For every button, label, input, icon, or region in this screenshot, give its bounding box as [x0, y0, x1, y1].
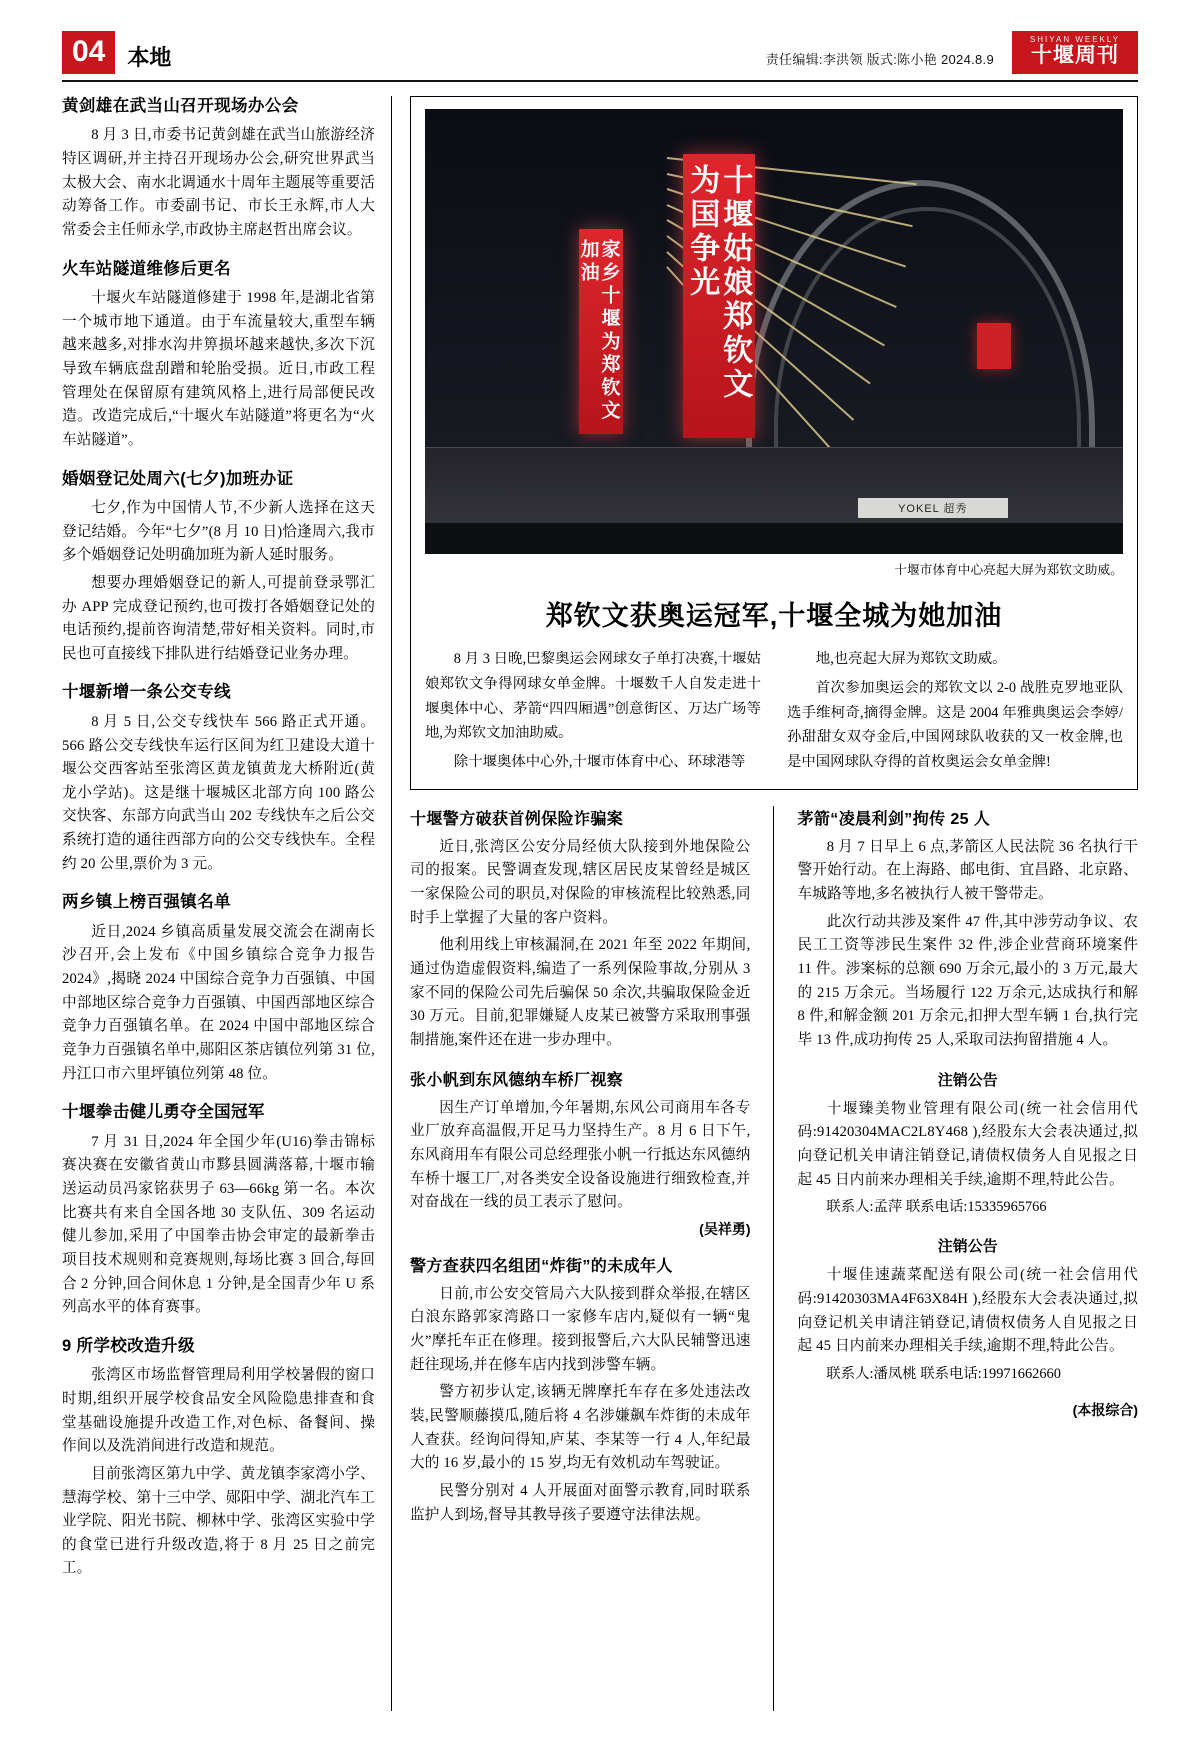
- article-headline: 十堰新增一条公交专线: [62, 683, 231, 702]
- article-headline: 警方查获四名组团“炸街”的未成年人: [410, 1257, 673, 1275]
- bottom-right-column: [773, 806, 1139, 1711]
- feature-photo: [425, 109, 1123, 554]
- notice-body: 十堰臻美物业管理有限公司(统一社会信用代码:91420304MAC2L8Y468 ),经股东大会表决通过,拟向登记机关申请注销登记,请债权债务人自见报之日起 45 日内前来办理相关手续,逾期不理,特此公告。: [797, 1100, 1138, 1188]
- article-byline: (吴祥勇): [699, 1220, 751, 1237]
- source-note: (本报综合): [1072, 1402, 1138, 1419]
- article-zhangxiaofan-visit: [410, 1067, 751, 1239]
- article-paragraph: 8 月 7 日早上 6 点,茅箭区人民法院 36 名执行干警开始行动。在上海路、邮电街、宜昌路、北京路、车城路等地,多名被执行人被干警带走。: [797, 838, 1138, 903]
- feature-paragraph: 首次参加奥运会的郑钦文以 2-0 战胜克罗地亚队选手维柯奇,摘得金牌。这是 2004 年雅典奥运会李婷/孙甜甜女双夺金后,中国网球队收获的又一枚金牌,也是中国网球队夺得的首枚奥运会女单金牌!: [787, 679, 1123, 771]
- feature-paragraph: 地,也亮起大屏为郑钦文助威。: [815, 651, 1007, 667]
- article-paragraph: 此次行动共涉及案件 47 件,其中涉劳动争议、农民工工资等涉民生案件 32 件,涉企业营商环境案件 11 件。涉案标的总额 690 万余元,最小的 3 万元,最大的 215 万余元。当场履行 122 万余元,达成执行和解 8 件,和解金额 201 万余元,扣押大型车辆 1 台,执行完毕 13 件,成功拘传 25 人,采取司法拘留措施 4 人。: [797, 913, 1138, 1048]
- page-content: [62, 96, 1138, 1711]
- article-paragraph: 他利用线上审核漏洞,在 2021 年至 2022 年期间,通过伪造虚假资料,编造了一系列保险事故,分别从 3 家不同的保险公司先后骗保 50 余次,共骗取保险金近 30 万元。目前,犯罪嫌疑人皮某已被警方采取刑事强制措施,案件还在进一步办理中。: [410, 937, 751, 1048]
- notice-body: 十堰佳速蔬菜配送有限公司(统一社会信用代码:91420303MA4F63X84H ),经股东大会表决通过,拟向登记机关申请注销登记,请债权债务人自见报之日起 45 日内前来办理相关手续,逾期不理,特此公告。: [797, 1267, 1138, 1355]
- notice-contact: 联系人:孟萍 联系电话:15335965766: [826, 1199, 1047, 1216]
- article-headline: 黄剑雄在武当山召开现场办公会: [62, 97, 299, 115]
- article-paragraph: 8 月 3 日,市委书记黄剑雄在武当山旅游经济特区调研,并主持召开现场办公会,研究世界武当太极大会、南水北调通水十周年主题展等重要活动筹备工作。市委副书记、市长王永辉,市人大常委会主任师永学,市政协主席赵哲出席会议。: [62, 127, 375, 238]
- photo-led-screen: [977, 323, 1011, 369]
- article-maojian-enforcement: [798, 806, 1139, 1053]
- article-paragraph: 7 月 31 日,2024 年全国少年(U16)拳击锦标赛决赛在安徽省黄山市黟县圆满落幕,十堰市输送运动员冯家铭获男子 63—66kg 第一名。本次比赛共有来自全国各地 30 支队伍、309 名运动健儿参加,采用了中国拳击协会审定的最新拳击项目技术规则和竞赛规则,每场比赛 3 回合,每回合 2 分钟,回合间休息 1 分钟,是全国青少年 U 系列高水平的体育赛事。: [62, 1133, 375, 1316]
- feature-lead-right: [787, 647, 1123, 779]
- article-paragraph: 8 月 5 日,公交专线快车 566 路正式开通。566 路公交专线快车运行区间为红卫建设大道十堰公交西客站至张湾区黄龙镇黄龙大桥附近(黄龙小学站)。这是继十堰城区北部方向 100 路公交快客、东部方向武当山 202 专线快车之后公交系统打造的通往西部方向的公交专线快车。全程约 20 公里,票价为 3 元。: [62, 713, 375, 872]
- article-paragraph: 日前,市公安交管局六大队接到群众举报,在辖区白浪东路郭家湾路口一家修车店内,疑似有一辆“鬼火”摩托车正在修理。接到报警后,六大队民辅警迅速赶往现场,并在修车店内找到涉警车辆。: [410, 1285, 751, 1373]
- brand-name: 十堰周刊: [1031, 43, 1119, 67]
- photo-banner-secondary: 家乡十堰为郑钦文加油: [579, 229, 623, 434]
- feature-photo-wrap: [425, 109, 1123, 578]
- notice-jiasu: [798, 1235, 1139, 1386]
- article-headline: 火车站隧道维修后更名: [62, 259, 231, 278]
- article-paragraph: 想要办理婚姻登记的新人,可提前登录鄂汇办 APP 完成登记预约,也可拨打各婚姻登记处的电话预约,提前咨询清楚,带好相关资料。同时,市民也可直接线下排队进行结婚登记业务办理。: [62, 574, 375, 662]
- article-marriage-registration: [62, 469, 375, 667]
- article-insurance-fraud: [410, 806, 751, 1053]
- notice-title: 注销公告: [937, 1238, 998, 1256]
- notice-contact: 联系人:潘凤桃 联系电话:19971662660: [826, 1366, 1061, 1383]
- article-bus-line: [62, 682, 375, 876]
- article-paragraph: 目前张湾区第九中学、黄龙镇李家湾小学、慧海学校、第十三中学、郧阳中学、湖北汽车工业学院、阳光书院、柳林中学、张湾区实验中学的食堂已进行升级改造,将于 8 月 25 日之前完工。: [62, 1465, 375, 1577]
- article-headline: 十堰警方破获首例保险诈骗案: [410, 810, 624, 828]
- feature-headline: 郑钦文获奥运冠军,十堰全城为她加油: [545, 601, 1003, 631]
- right-zone: [392, 96, 1138, 1711]
- article-headline: 茅箭“凌晨利剑”拘传 25 人: [797, 810, 991, 828]
- publication-logo: [1012, 31, 1138, 74]
- photo-ground: [425, 523, 1123, 554]
- article-paragraph: 七夕,作为中国情人节,不少新人选择在这天登记结婚。今年“七夕”(8 月 10 日)恰逢周六,我市多个婚姻登记处明确加班为新人延时服务。: [62, 500, 375, 564]
- article-headline: 张小帆到东风德纳车桥厂视察: [410, 1071, 624, 1089]
- page-number: 04: [62, 31, 115, 74]
- section-title: 本地: [127, 45, 172, 70]
- feature-story: [410, 96, 1138, 790]
- left-news-column: [62, 96, 392, 1711]
- article-paragraph: 警方初步认定,该辆无牌摩托车存在多处违法改装,民警顺藤摸瓜,随后将 4 名涉嫌飙车炸街的未成年人查获。经询问得知,庐某、李某等一行 4 人,年纪最大的 16 岁,最小的 15 岁,均无有效机动车驾驶证。: [410, 1384, 751, 1472]
- feature-paragraph: 除十堰奥体中心外,十堰市体育中心、环球港等: [453, 754, 746, 771]
- notice-zhenmei: [798, 1069, 1139, 1220]
- article-paragraph: 十堰火车站隧道修建于 1998 年,是湖北省第一个城市地下通道。由于车流量较大,重型车辆越来越多,对排水沟井箅损坏越来越快,多次下沉导致车辆底盘刮蹭和轮胎受损。近日,市政工程管理处在保留原有建筑风格上,进行局部便民改造。改造完成后,“十堰火车站隧道”将更名为“火车站隧道”。: [62, 290, 375, 448]
- article-huangjianxiong: [62, 96, 375, 243]
- article-paragraph: 张湾区市场监督管理局利用学校暑假的窗口时期,组织开展学校食品安全风险隐患排查和食堂基础设施提升改造工作,对色标、备餐间、操作间以及洗消间进行改造和规范。: [62, 1367, 375, 1455]
- article-tunnel-rename: [62, 259, 375, 453]
- article-top-towns: [62, 892, 375, 1086]
- masthead: [62, 18, 1138, 74]
- photo-shop-sign: YOKEL 超秀: [858, 498, 1008, 518]
- feature-paragraph: 8 月 3 日晚,巴黎奥运会网球女子单打决赛,十堰姑娘郑钦文争得网球女单金牌。十堰数千人自发走进十堰奥体中心、茅箭“四四厢遇”创意街区、万达广场等地,为郑钦文加油助威。: [425, 651, 761, 742]
- article-headline: 两乡镇上榜百强镇名单: [62, 893, 231, 912]
- photo-banner-main: 十堰姑娘郑钦文为国争光: [683, 154, 755, 439]
- feature-lead: [425, 647, 1123, 779]
- article-headline: 婚姻登记处周六(七夕)加班办证: [62, 469, 294, 488]
- article-headline: 9 所学校改造升级: [62, 1336, 195, 1355]
- article-boxing-champion: [62, 1102, 375, 1320]
- article-paragraph: 近日,2024 乡镇高质量发展交流会在湖南长沙召开,会上发布《中国乡镇综合竞争力报告 2024》,揭晓 2024 中国综合竞争力百强镇、中国中部地区综合竞争力百强镇、中国西部地区综合竞争力百强镇名单。在 2024 中国中部地区综合竞争力百强镇名单中,郧阳区茶店镇位列第 31 位,丹江口市六里坪镇位列第 48 位。: [62, 923, 375, 1082]
- editor-credits: 责任编辑:李洪领 版式:陈小艳 2024.8.9: [765, 52, 994, 67]
- bottom-left-column: [410, 806, 773, 1711]
- article-paragraph: 因生产订单增加,今年暑期,东风公司商用车各专业厂放弃高温假,开足马力坚持生产。8 月 6 日下午,东风商用车有限公司总经理张小帆一行抵达东风德纳车桥十堰工厂,对各类安全设备设施进行细致检查,并对奋战在一线的员工表示了慰问。: [410, 1099, 751, 1211]
- bottom-columns: [410, 806, 1138, 1711]
- masthead-divider: [62, 80, 1138, 82]
- article-school-upgrade: [62, 1336, 375, 1581]
- brand-pinyin: SHIYAN WEEKLY: [1029, 34, 1121, 44]
- article-paragraph: 民警分别对 4 人开展面对面警示教育,同时联系监护人到场,督导其教导孩子要遵守法律法规。: [410, 1482, 751, 1523]
- article-headline: 十堰拳击健儿勇夺全国冠军: [62, 1103, 265, 1122]
- article-minors-street-racing: [410, 1253, 751, 1527]
- feature-lead-left: [425, 647, 761, 779]
- article-paragraph: 近日,张湾区公安分局经侦大队接到外地保险公司的报案。民警调查发现,辖区居民皮某曾经是城区一家保险公司的职员,对保险的审核流程比较熟悉,同时手上掌握了大量的客户资料。: [410, 838, 751, 926]
- photo-caption: 十堰市体育中心亮起大屏为郑钦文助威。: [894, 563, 1123, 577]
- notice-title: 注销公告: [937, 1071, 998, 1089]
